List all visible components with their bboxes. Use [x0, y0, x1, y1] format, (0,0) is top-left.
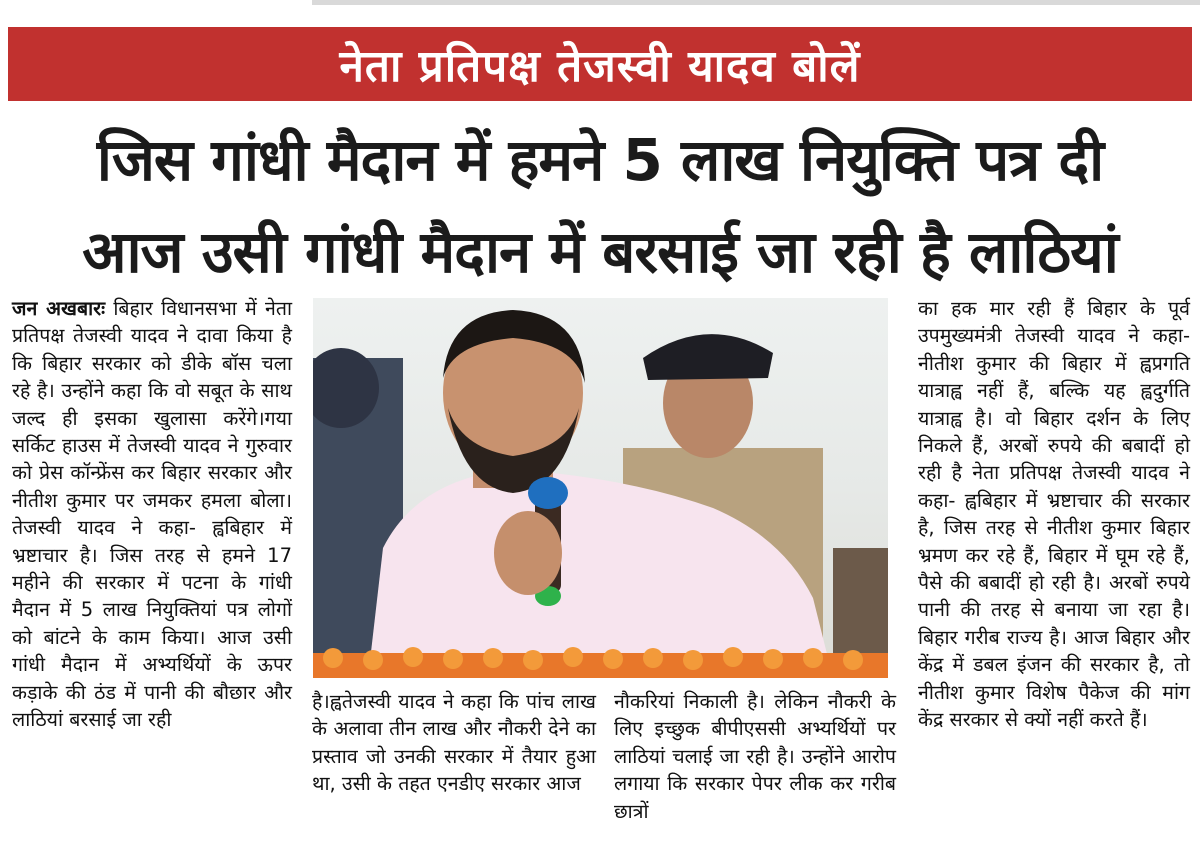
marigold-garland	[313, 653, 888, 678]
news-photo	[313, 298, 888, 678]
article-column-left	[12, 295, 292, 734]
article-column-right	[918, 295, 1190, 734]
middle-column-2-text: नौकरियां निकाली है। लेकिन नौकरी के लिए इच्छुक बीपीएससी अभ्यर्थियों पर लाठियां चलाई जा रही है। उन्होंने आरोप लगाया कि सरकार पेपर लीक कर गरीब छात्रों	[614, 690, 896, 823]
article-column-middle-1	[312, 688, 596, 798]
headline-line-1: जिस गांधी मैदान में हमने 5 लाख नियुक्ति पत्र दी	[96, 126, 1104, 194]
photo-illustration	[313, 298, 888, 678]
dateline: जन अखबारः	[12, 297, 106, 320]
left-column-text: बिहार विधानसभा में नेता प्रतिपक्ष तेजस्वी यादव ने दावा किया है कि बिहार सरकार को डीके बॉस चला रहे है। उन्होंने कहा कि वो सबूत के साथ जल्द ही इसका खुलासा करेंगे।गया सर्किट हाउस में तेजस्वी यादव ने गुरुवार को प्रेस कॉन्फ्रेंस कर बिहार सरकार और नीतीश कुमार पर जमकर हमला बोला। तेजस्वी यादव ने कहा- ह्वबिहार में भ्रष्टाचार है। जिस तरह से हमने 17 महीने की सरकार में पटना के गांधी मैदान में 5 लाख नियुक्तियां पत्र लोगों को बांटने के काम किया। आज उसी गांधी मैदान में अभ्यर्थियों के ऊपर कड़ाके की ठंड में पानी की बौछार और लाठियां बरसाई जा रही	[12, 297, 293, 732]
bg-officer-cap	[643, 334, 773, 380]
right-column-text: का हक मार रही हैं बिहार के पूर्व उपमुख्यमंत्री तेजस्वी यादव ने कहा- नीतीश कुमार की बिहार में ह्वप्रगति यात्राह्व नहीं हैं, बल्कि यह ह्वदुर्गति यात्राह्व है। वो बिहार दर्शन के लिए निकले हैं, अरबों रुपये की बबादीं हो रही है नेता प्रतिपक्ष तेजस्वी यादव ने कहा- ह्वबिहार में भ्रष्टाचार की सरकार है, जिस तरह से नीतीश कुमार बिहार भ्रमण कर रहे हैं, बिहार में घूम रहे हैं, पैसे की बबादीं हो रही है। अरबों रुपये पानी की तरह से बनाया जा रहा है। बिहार गरीब राज्य है। आज बिहार और केंद्र में डबल इंजन की सरकार है, तो नीतीश कुमार विशेष पैकेज की मांग केंद्र सरकार से क्यों नहीं करते हैं।	[918, 297, 1190, 732]
middle-column-1-text: है।ह्वतेजस्वी यादव ने कहा कि पांच लाख के अलावा तीन लाख और नौकरी देने का प्रस्ताव जो उनकी सरकार में तैयार हुआ था, उसी के तहत एनडीए सरकार आज	[312, 690, 596, 796]
speaker-hand	[494, 511, 562, 595]
kicker-banner	[8, 27, 1192, 101]
microphone-head	[528, 477, 568, 509]
top-grey-rule	[312, 0, 1200, 5]
top-band	[0, 0, 1200, 26]
headline-line-2: आज उसी गांधी मैदान में बरसाई जा रही है लाठियां	[82, 218, 1118, 286]
kicker-text: नेता प्रतिपक्ष तेजस्वी यादव बोलें	[339, 41, 861, 92]
article-column-middle-2	[614, 688, 896, 825]
